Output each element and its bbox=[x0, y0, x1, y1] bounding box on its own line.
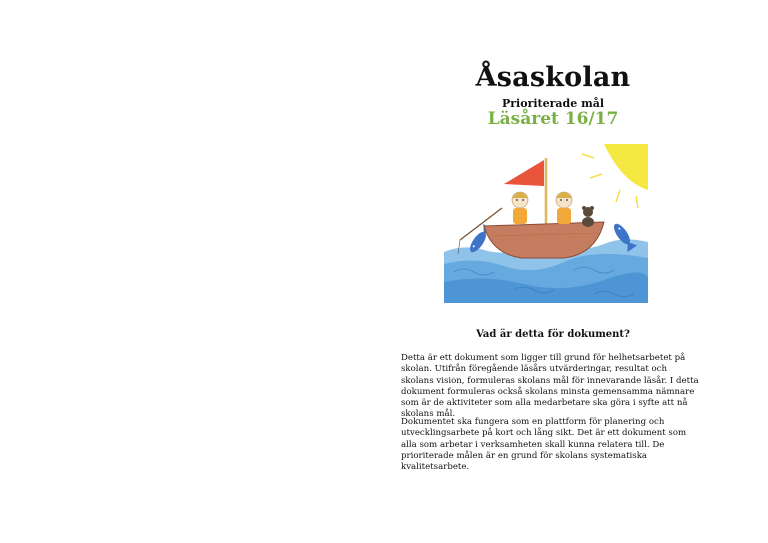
intro-paragraph: Detta är ett dokument som ligger till grund för helhetsarbetet på skolan. Utifrån föregående läsårs utvärderingar, resultat och skolans vision, formuleras skolans mål för innevarande läsår. I detta dokument formuleras också skolans minsta gemensamma nämnare som är de aktiviteter som alla medarbetare ska göra i syfte att nå skolans mål. bbox=[401, 353, 699, 420]
document-title: Åsaskolan bbox=[475, 62, 631, 93]
section-heading: Vad är detta för dokument? bbox=[476, 329, 630, 340]
school-year: Läsåret 16/17 bbox=[487, 109, 619, 129]
children-drawing-boat-illustration bbox=[444, 144, 648, 303]
platform-paragraph: Dokumentet ska fungera som en plattform för planering och utvecklingsarbete på kort och lång sikt. Det är ett dokument som alla som arbetar i verksamheten skall kunna relatera till. De prioriterade målen är en grund för skolans systematiska kvalitetsarbete. bbox=[401, 417, 687, 473]
document-subtitle: Prioriterade mål bbox=[501, 97, 605, 110]
